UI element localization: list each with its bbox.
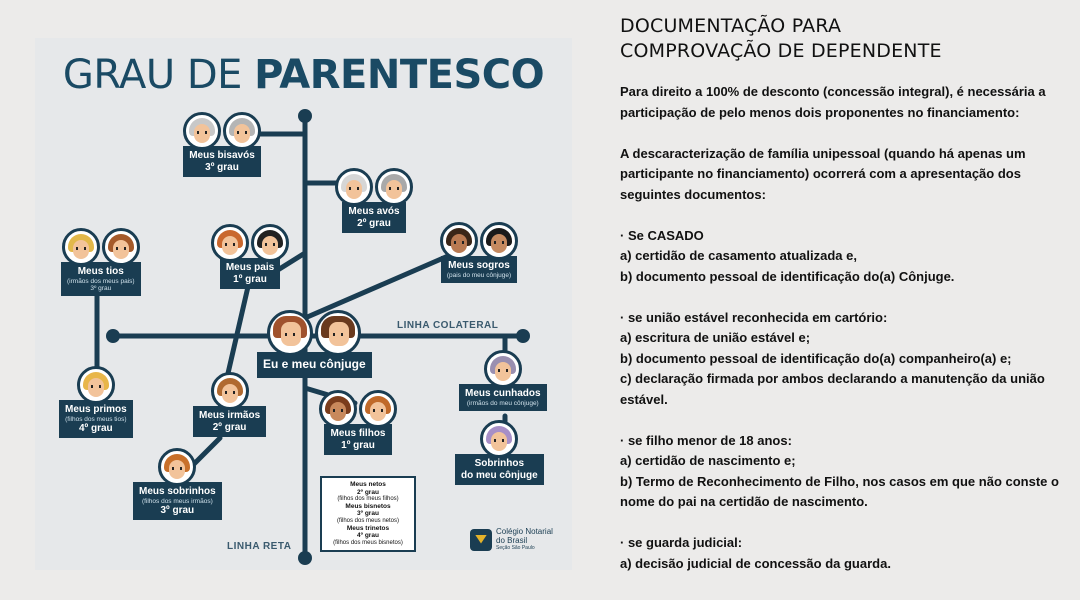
guarda-heading: · se guarda judicial: bbox=[620, 535, 743, 550]
person-icon bbox=[102, 228, 140, 266]
node-sobrinhos-conjuge: Sobrinhos do meu cônjuge bbox=[455, 420, 544, 485]
grandparent-icon bbox=[335, 168, 373, 206]
grandparent-icon bbox=[375, 168, 413, 206]
casado-heading: · Se CASADO bbox=[620, 227, 704, 243]
filho-item-b: b) Termo de Reconhecimento de Filho, nos casos em que não conste o nome do pai na certidão de nascimento. bbox=[620, 473, 1059, 509]
person-icon bbox=[359, 390, 397, 428]
filho-item-a: a) certidão de nascimento e; bbox=[620, 453, 796, 468]
node-bisavos: Meus bisavós 3º grau bbox=[183, 112, 261, 177]
person-icon bbox=[211, 372, 249, 410]
kinship-infographic bbox=[35, 38, 572, 570]
person-icon bbox=[158, 448, 196, 486]
casado-item-a: a) certidão de casamento atualizada e, bbox=[620, 248, 857, 263]
uniao-heading: · se união estável reconhecida em cartório: bbox=[620, 309, 888, 325]
node-sobrinhos: Meus sobrinhos (filhos dos meus irmãos) 3º grau bbox=[133, 448, 222, 520]
node-pais: Meus pais 1º grau bbox=[211, 224, 289, 289]
uniao-item-c: c) declaração firmada por ambos declarando a manutenção da união estável. bbox=[620, 371, 1045, 407]
kinship-lines bbox=[35, 38, 572, 570]
descendant-bisnetos: Meus bisnetos 3º grau (filhos dos meus netos) bbox=[336, 502, 400, 524]
grandparent-icon bbox=[183, 112, 221, 150]
line-colateral-label: LINHA COLATERAL bbox=[397, 320, 499, 331]
person-icon bbox=[211, 224, 249, 262]
person-icon bbox=[62, 228, 100, 266]
person-icon bbox=[315, 310, 361, 356]
descendants-box bbox=[320, 476, 416, 552]
node-filhos: Meus filhos 1º grau bbox=[319, 390, 397, 455]
node-sogros: Meus sogros (pais do meu cônjuge) bbox=[440, 222, 518, 283]
guarda-item-a: a) decisão judicial de concessão da guarda. bbox=[620, 555, 891, 571]
cnb-logo-icon bbox=[470, 529, 492, 551]
person-icon bbox=[251, 224, 289, 262]
document-panel bbox=[620, 14, 1060, 574]
grandparent-icon bbox=[223, 112, 261, 150]
person-icon bbox=[480, 222, 518, 260]
node-tios: Meus tios (irmãos dos meus pais) 3º grau bbox=[61, 228, 141, 296]
person-icon bbox=[440, 222, 478, 260]
person-icon bbox=[484, 350, 522, 388]
person-icon bbox=[77, 366, 115, 404]
cnb-logo: Colégio Notarial do Brasil Seção São Paulo bbox=[470, 528, 553, 551]
node-primos: Meus primos (filhos dos meus tios) 4º grau bbox=[59, 366, 133, 438]
node-avos: Meus avós 2º grau bbox=[335, 168, 413, 233]
person-icon bbox=[480, 420, 518, 458]
node-eu: Eu e meu cônjuge bbox=[257, 310, 372, 378]
casado-item-b: b) documento pessoal de identificação do(a) Cônjuge. bbox=[620, 268, 955, 284]
uniao-item-b: b) documento pessoal de identificação do(a) companheiro(a) e; bbox=[620, 350, 1012, 366]
node-irmaos: Meus irmãos 2º grau bbox=[193, 372, 266, 437]
person-icon bbox=[319, 390, 357, 428]
uniao-item-a: a) escritura de união estável e; bbox=[620, 330, 811, 345]
line-reta-label: LINHA RETA bbox=[227, 541, 292, 552]
descendant-netos: Meus netos 2º grau (filhos dos meus filhos) bbox=[337, 481, 399, 503]
node-cunhados: Meus cunhados (irmãos do meu cônjuge) bbox=[459, 350, 547, 411]
descendant-trinetos: Meus trinetos 4º grau (filhos dos meus bisnetos) bbox=[333, 524, 403, 546]
intro-paragraph: Para direito a 100% de desconto (concessão integral), é necessária a participação de pelo menos dois proponentes no financiamento: bbox=[620, 84, 1046, 120]
descaracterizacao-paragraph: A descaracterização de família unipessoal (quando há apenas um participante no financiamento) ocorrerá com a apresentação dos seguintes documentos: bbox=[620, 145, 1026, 202]
infographic-title: GRAU DE PARENTESCO bbox=[62, 52, 545, 98]
filho-heading: · se filho menor de 18 anos: bbox=[620, 432, 792, 448]
person-icon bbox=[267, 310, 313, 356]
document-title: DOCUMENTAÇÃO PARA COMPROVAÇÃO DE DEPENDENTE bbox=[620, 15, 942, 62]
